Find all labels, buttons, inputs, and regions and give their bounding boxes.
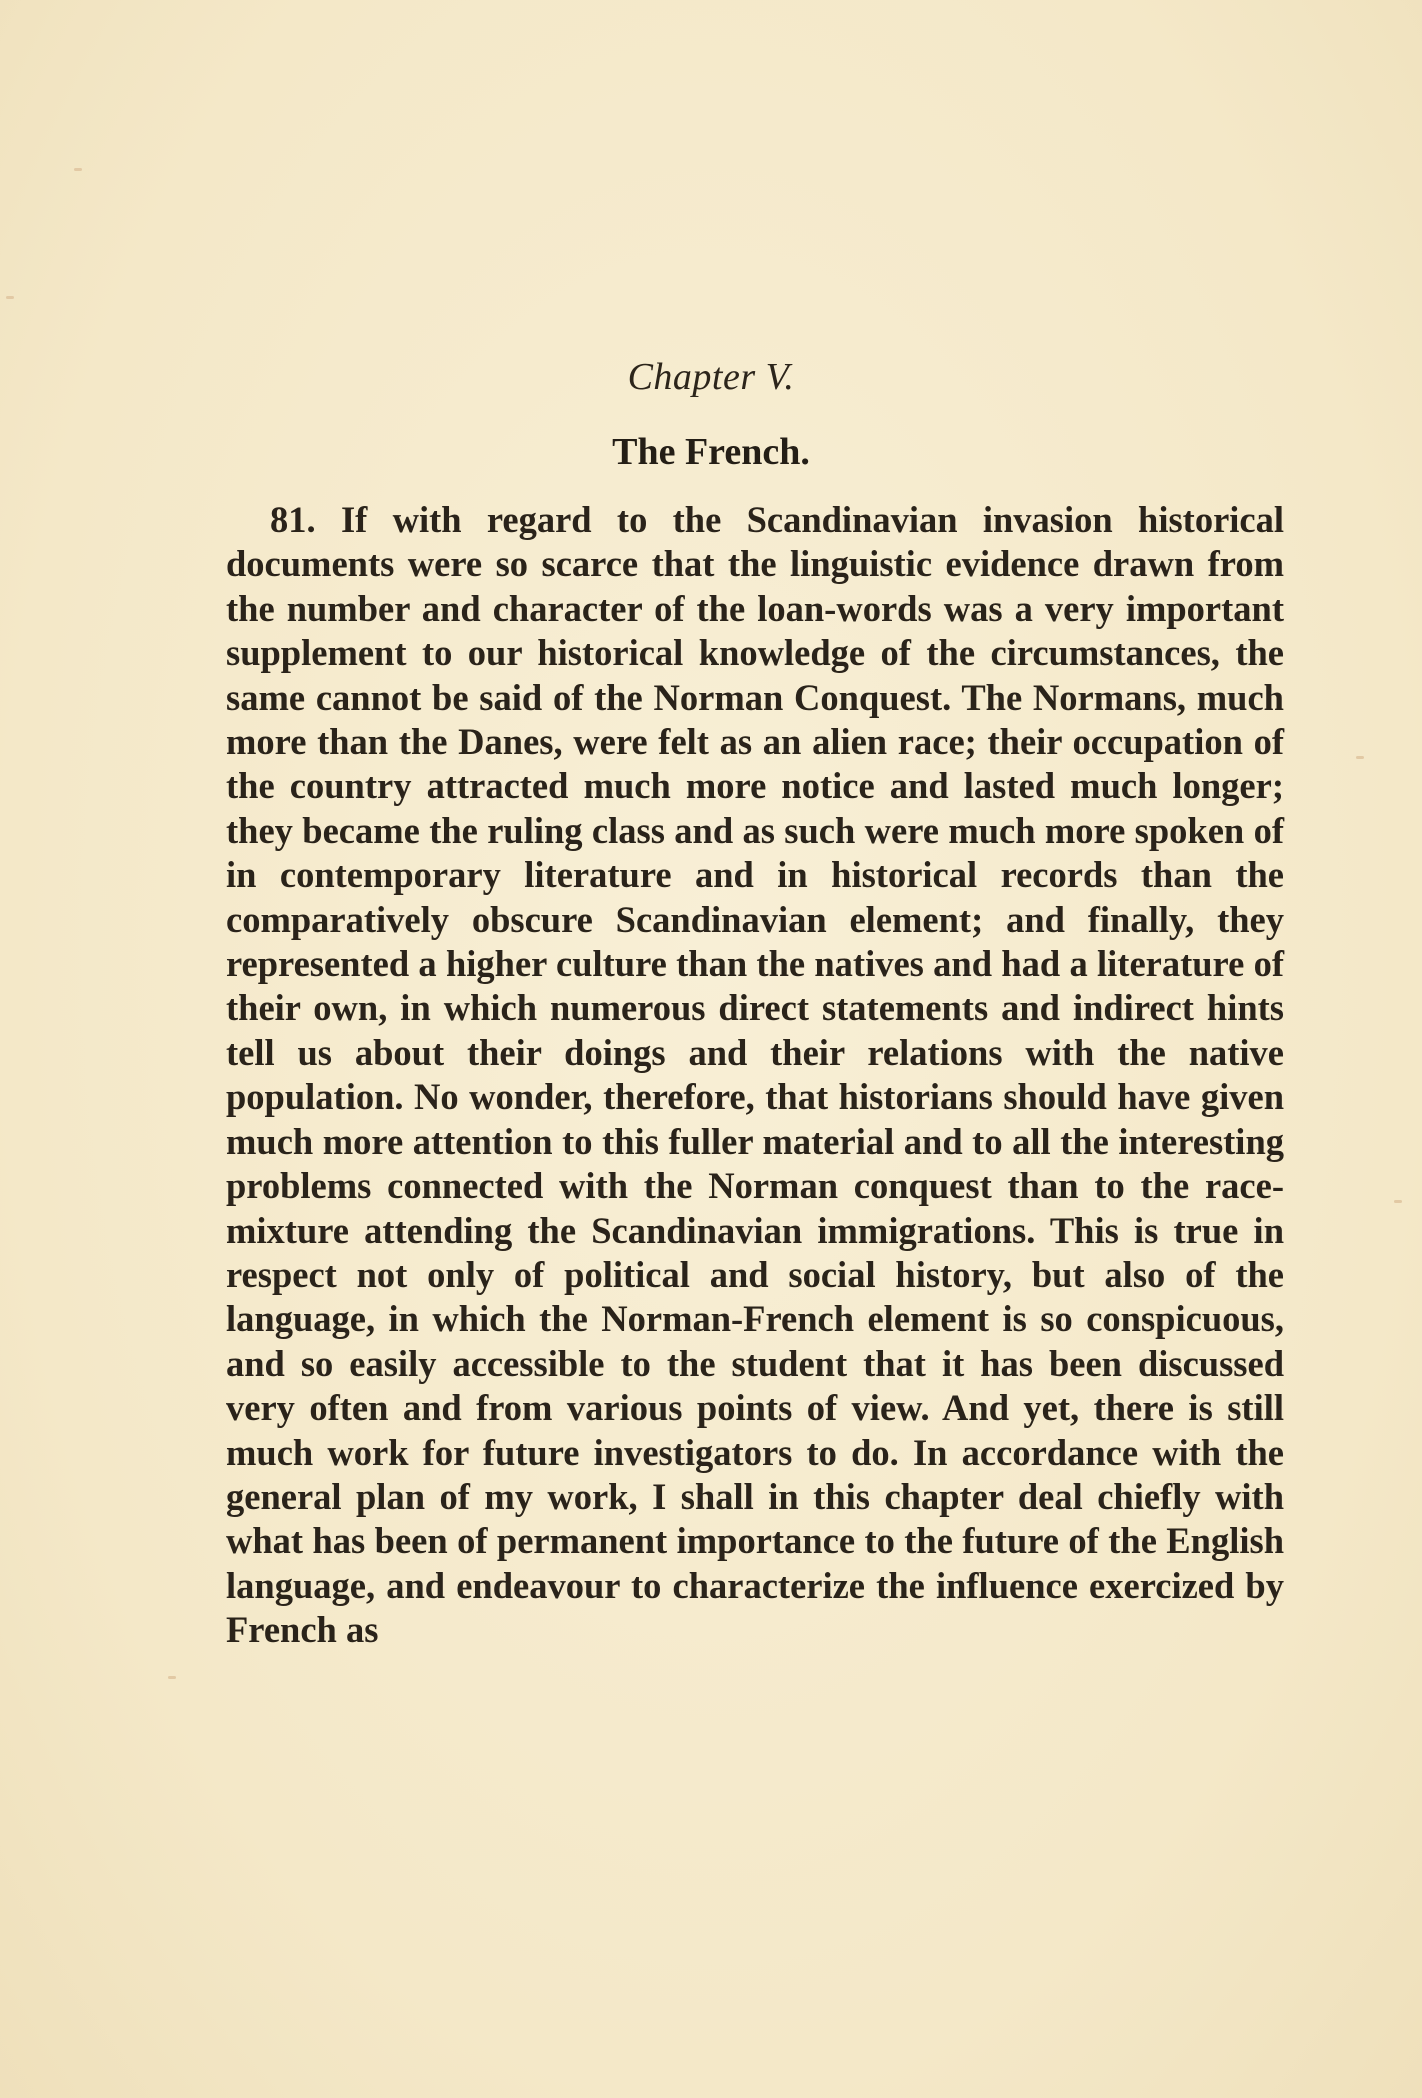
paper-speck: [6, 296, 14, 299]
paper-speck: [74, 168, 82, 171]
section-text: If with regard to the Scandinavian invasion historical documents were so scarce that the linguistic evidence drawn from the number and character of the loan-words was a very important supplement to our historical knowledge of the circumstances, the same cannot be said of the Norman Conquest. The Normans, much more than the Danes, were felt as an alien race; their occupation of the country attracted much more notice and lasted much longer; they became the ruling class and as such were much more spoken of in contemporary literature and in historical records than the comparatively obscure Scandinavian element; and finally, they represented a higher culture than the natives and had a literature of their own, in which numerous direct statements and indirect hints tell us about their doings and their relations with the native population. No wonder, therefore, that historians should have given much more attention to this fuller material and to all the interesting problems connected with the Norman conquest than to the race-mixture attending the Scandinavian immigrations. This is true in respect not only of political and social history, but also of the language, in which the Norman-French element is so conspicuous, and so easily accessible to the student that it has been discussed very often and from various points of view. And yet, there is still much work for future investigators to do. In accordance with the general plan of my work, I shall in this chapter deal chiefly with what has been of permanent importance to the future of the English language, and endeavour to characterize the influence exercized by French as: [226, 499, 1284, 1651]
section-paragraph: [226, 498, 1284, 1653]
chapter-number: Chapter V.: [627, 356, 795, 398]
paper-speck: [1394, 1200, 1402, 1203]
paper-speck: [168, 1676, 176, 1679]
section-number: 81.: [270, 499, 316, 540]
paper-speck: [1356, 756, 1364, 759]
chapter-title: The French.: [612, 431, 810, 473]
